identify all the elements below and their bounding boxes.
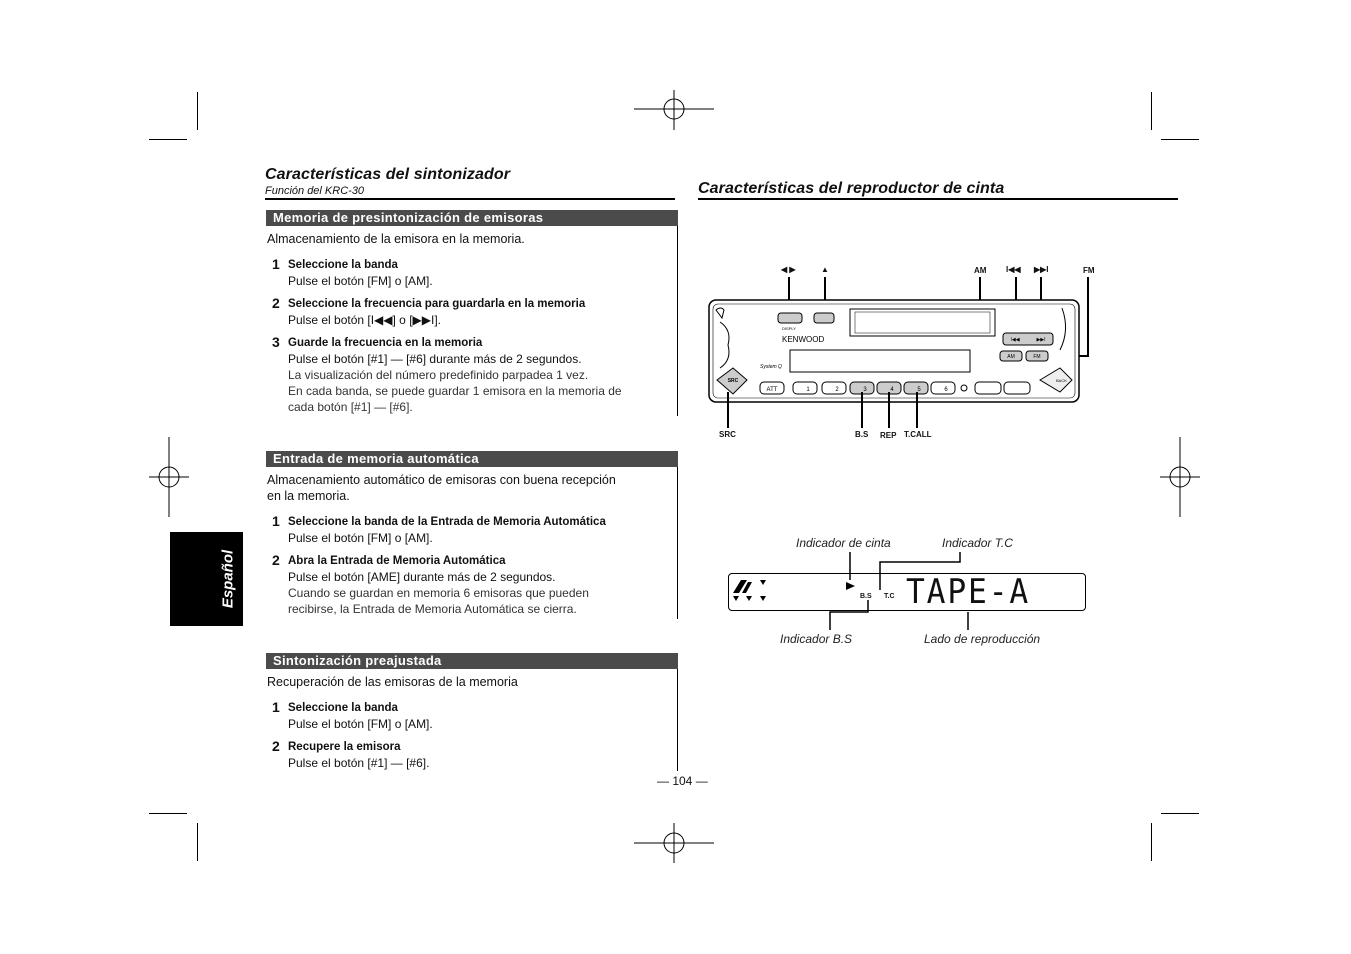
step-note: recibirse, la Entrada de Memoria Automática se cierra. xyxy=(288,602,577,616)
step-body: Pulse el botón [AME] durante más de 2 segundos. xyxy=(288,570,556,584)
svg-text:System Q: System Q xyxy=(760,364,782,370)
step-body: Pulse el botón [#1] — [#6]. xyxy=(288,756,430,770)
step-item xyxy=(272,256,433,289)
section-intro: Almacenamiento de la emisora en la memoria. xyxy=(267,232,525,246)
section-rule xyxy=(677,669,678,771)
step-title: Seleccione la banda xyxy=(288,702,398,714)
am-label: AM xyxy=(974,266,987,275)
registration-mark-right xyxy=(1160,437,1200,517)
step-note: En cada banda, se puede guardar 1 emisora en la memoria de xyxy=(288,384,622,398)
section-intro-line: Almacenamiento automático de emisoras con buena recepción xyxy=(267,473,616,487)
step-number: 2 xyxy=(272,552,280,568)
step-number: 1 xyxy=(272,699,280,715)
svg-text:6: 6 xyxy=(944,387,948,393)
step-item xyxy=(272,738,430,771)
step-item xyxy=(272,334,622,415)
step-number: 1 xyxy=(272,513,280,529)
title-rule xyxy=(265,198,675,200)
svg-text:5: 5 xyxy=(917,387,921,393)
step-title: Seleccione la banda de la Entrada de Memoria Automática xyxy=(288,516,606,528)
tc-indicator-caption: Indicador T.C xyxy=(942,536,1013,550)
title-rule xyxy=(698,198,1178,200)
src-button-label: SRC xyxy=(727,378,739,384)
step-item xyxy=(272,699,433,732)
step-title: Seleccione la banda xyxy=(288,259,398,271)
language-tab xyxy=(170,532,243,626)
section-header-auto-memory: Entrada de memoria automática xyxy=(266,451,678,467)
step-body: Pulse el botón [FM] o [AM]. xyxy=(288,717,433,731)
crop-mark xyxy=(1151,823,1152,861)
step-number: 3 xyxy=(272,334,280,350)
svg-text:ATT: ATT xyxy=(766,387,778,393)
tape-indicator-caption: Indicador de cinta xyxy=(796,536,891,550)
am-button-label: AM xyxy=(1007,354,1015,360)
tape-indicator-icon xyxy=(846,582,855,590)
bs-label: B.S xyxy=(855,430,869,439)
eject-label: ▲ xyxy=(821,265,829,274)
svg-text:2: 2 xyxy=(835,387,839,393)
tuner-features-subtitle: Función del KRC-30 xyxy=(265,185,365,197)
page-number: — 104 — xyxy=(657,774,708,788)
section-intro-line: en la memoria. xyxy=(267,489,350,503)
registration-mark-left xyxy=(149,437,189,517)
step-item xyxy=(272,513,606,546)
src-label: SRC xyxy=(719,430,736,439)
step-title: Abra la Entrada de Memoria Automática xyxy=(288,555,506,567)
step-body: Pulse el botón [#1] — [#6] durante más de 2 segundos. xyxy=(288,352,582,366)
step-body: Pulse el botón [FM] o [AM]. xyxy=(288,531,433,545)
crop-mark xyxy=(197,823,198,861)
crop-mark xyxy=(149,813,187,814)
tcall-label: T.CALL xyxy=(904,430,932,439)
crop-mark xyxy=(1151,92,1152,130)
tc-indicator: T.C xyxy=(884,593,895,600)
step-title: Guarde la frecuencia en la memoria xyxy=(288,337,483,349)
svg-text:I◀◀: I◀◀ xyxy=(1010,337,1020,343)
crop-mark xyxy=(149,139,187,140)
play-direction-label: ◀ ▶ xyxy=(781,265,796,274)
step-note: La visualización del número predefinido parpadea 1 vez. xyxy=(288,368,589,382)
svg-text:BACK: BACK xyxy=(1056,378,1067,383)
car-stereo-diagram xyxy=(700,272,1090,437)
tuner-features-title: Características del sintonizador xyxy=(265,166,511,183)
step-item xyxy=(272,552,589,617)
lcd-main-text: TAPE-A xyxy=(906,572,1031,612)
step-title: Seleccione la frecuencia para guardarla en la memoria xyxy=(288,298,586,310)
section-rule xyxy=(677,226,678,416)
section-rule xyxy=(677,467,678,619)
svg-text:4: 4 xyxy=(890,387,894,393)
section-intro: Recuperación de las emisoras de la memoria xyxy=(267,675,518,689)
rep-label: REP xyxy=(880,431,897,440)
step-note: Cuando se guardan en memoria 6 emisoras que pueden xyxy=(288,586,589,600)
svg-text:▶▶I: ▶▶I xyxy=(1036,337,1046,343)
fast-forward-label: ▶▶I xyxy=(1034,265,1049,274)
step-number: 2 xyxy=(272,738,280,754)
crop-mark xyxy=(1161,813,1199,814)
step-body: Pulse el botón [FM] o [AM]. xyxy=(288,274,433,288)
step-item xyxy=(272,295,586,328)
step-body: Pulse el botón [I◀◀] o [▶▶I]. xyxy=(288,313,441,327)
section-header-preset-memory: Memoria de presintonización de emisoras xyxy=(266,210,678,226)
registration-mark-top xyxy=(634,90,714,130)
brand-logo: KENWOOD xyxy=(782,335,825,344)
fm-button-label: FM xyxy=(1033,354,1041,360)
svg-text:DISPLY: DISPLY xyxy=(782,326,796,331)
registration-mark-bottom xyxy=(634,823,714,863)
crop-mark xyxy=(197,92,198,130)
step-title: Recupere la emisora xyxy=(288,741,401,753)
play-side-caption: Lado de reproducción xyxy=(924,632,1041,646)
language-tab-label: Español xyxy=(219,549,237,609)
fm-label: FM xyxy=(1083,266,1095,275)
tape-features-title: Características del reproductor de cinta xyxy=(698,180,1005,197)
bs-indicator: B.S xyxy=(860,593,872,600)
svg-text:1: 1 xyxy=(806,387,810,393)
rewind-label: I◀◀ xyxy=(1006,265,1021,274)
bs-indicator-caption: Indicador B.S xyxy=(780,632,853,646)
crop-mark xyxy=(1161,139,1199,140)
step-note: cada botón [#1] — [#6]. xyxy=(288,400,413,414)
step-number: 2 xyxy=(272,295,280,311)
section-intro xyxy=(267,472,616,504)
step-number: 1 xyxy=(272,256,280,272)
svg-text:3: 3 xyxy=(863,387,867,393)
section-header-preset-tuning: Sintonización preajustada xyxy=(266,653,678,669)
